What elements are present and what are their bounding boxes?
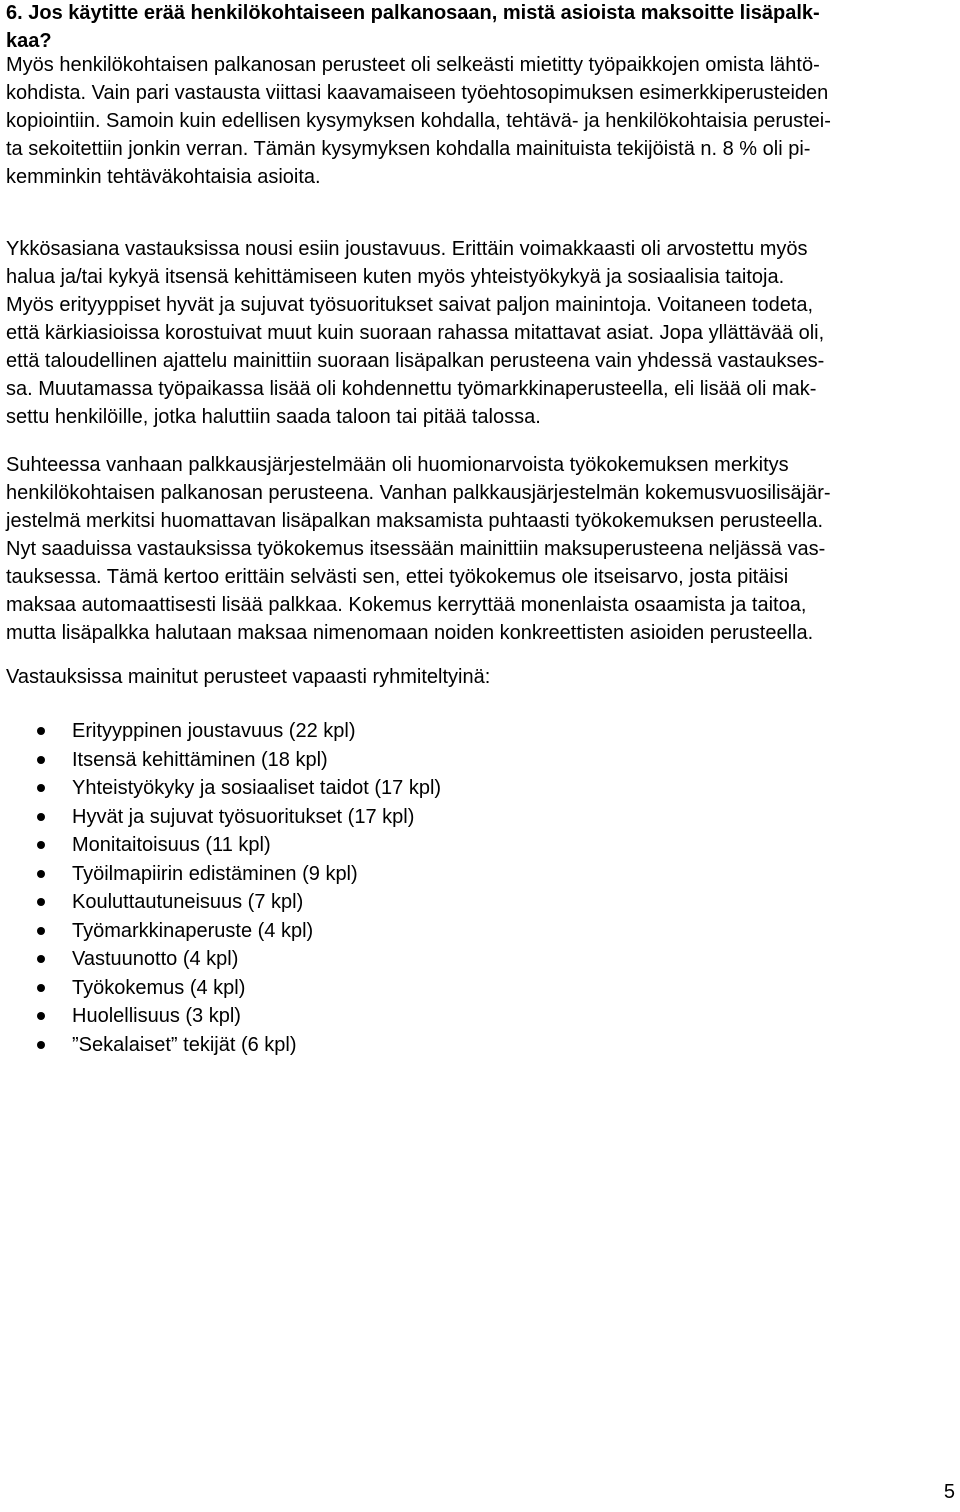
list-item-text: Huolellisuus (3 kpl)	[72, 1005, 241, 1027]
bullet-icon	[37, 870, 45, 878]
paragraph-3	[6, 451, 831, 647]
paragraph-line: jestelmä merkitsi huomattavan lisäpalkan maksamista puhtaasti työkokemuksen perusteella.	[6, 510, 824, 532]
list-item-text: Monitaitoisuus (11 kpl)	[72, 834, 271, 856]
list-item-text: Yhteistyökyky ja sosiaaliset taidot (17 kpl)	[72, 777, 442, 799]
list-item-text: Hyvät ja sujuvat työsuoritukset (17 kpl)	[72, 805, 415, 828]
paragraph-line: Suhteessa vanhaan palkkausjärjestelmään oli huomionarvoista työkokemuksen merkitys	[6, 454, 789, 476]
heading-line: kaa?	[6, 30, 52, 52]
paragraph-line: Myös henkilökohtaisen palkanosan perusteet oli selkeästi mietitty työpaikkojen omista lähtö-	[6, 54, 820, 76]
paragraph-line: settu henkilöille, jotka haluttiin saada taloon tai pitää talossa.	[6, 406, 541, 428]
paragraph-line: mutta lisäpalkka halutaan maksaa nimenomaan noiden konkreettisten asioiden perusteella.	[6, 622, 814, 644]
list-item-text: Erityyppinen joustavuus (22 kpl)	[72, 720, 356, 742]
paragraph-line: että taloudellinen ajattelu mainittiin suoraan lisäpalkan perusteena vain yhdessä vastaukses-	[6, 350, 825, 372]
paragraph-line: sa. Muutamassa työpaikassa lisää oli kohdennettu työmarkkinaperusteella, eli lisää oli mak-	[6, 378, 817, 400]
question-heading	[6, 0, 820, 55]
bullet-icon	[37, 727, 45, 735]
paragraph-line: ta sekoitettiin jonkin verran. Tämän kysymyksen kohdalla mainituista tekijöistä n. 8 % oli pi-	[6, 138, 811, 160]
paragraph-line: että kärkiasioissa korostuivat muut kuin suoraan rahassa mitattavat asiat. Jopa yllättävää oli,	[6, 322, 825, 344]
paragraph-line: Ykkösasiana vastauksissa nousi esiin joustavuus. Erittäin voimakkaasti oli arvostettu myös	[6, 238, 808, 260]
paragraph-line: kohdista. Vain pari vastausta viittasi kaavamaiseen työehtosopimuksen esimerkkiperusteiden	[6, 82, 829, 104]
list-item-text: ”Sekalaiset” tekijät (6 kpl)	[72, 1033, 297, 1056]
paragraph-line: Nyt saaduissa vastauksissa työkokemus itsessään mainittiin maksuperusteena neljässä vas-	[6, 538, 826, 560]
list-item-text: Työilmapiirin edistäminen (9 kpl)	[72, 862, 358, 885]
list-intro	[6, 663, 490, 691]
bullet-icon	[37, 984, 45, 992]
list-item-text: Työkokemus (4 kpl)	[72, 976, 246, 999]
bullet-icon	[37, 927, 45, 935]
paragraph-line: halua ja/tai kykyä itsensä kehittämiseen kuten myös yhteistyökykyä ja sosiaalisia taitoja.	[6, 266, 785, 288]
paragraph-line: maksaa automaattisesti lisää palkkaa. Kokemus kerryttää monenlaista osaamista ja taitoa,	[6, 594, 807, 616]
page-number: 5	[943, 1481, 955, 1503]
paragraph-line: tauksessa. Tämä kertoo erittäin selvästi sen, ettei työkokemus ole itseisarvo, josta pitäisi	[6, 566, 789, 588]
list-item-text: Itsensä kehittäminen (18 kpl)	[72, 748, 328, 771]
paragraph-line: henkilökohtaisen palkanosan perusteena. Vanhan palkkausjärjestelmän kokemusvuosilisäjär-	[6, 482, 831, 504]
bullet-icon	[37, 1012, 45, 1020]
paragraph-2	[6, 235, 824, 431]
paragraph-1	[6, 51, 831, 191]
bullet-icon	[37, 813, 45, 821]
bullet-icon	[37, 841, 45, 849]
list-item-text: Kouluttautuneisuus (7 kpl)	[72, 891, 304, 913]
bullet-icon	[37, 955, 45, 963]
bullet-icon	[37, 756, 45, 764]
paragraph-line: kopiointiin. Samoin kuin edellisen kysymyksen kohdalla, tehtävä- ja henkilökohtaisia perustei-	[6, 110, 831, 132]
paragraph-line: Vastauksissa mainitut perusteet vapaasti ryhmiteltyinä:	[6, 666, 491, 688]
bullet-icon	[37, 898, 45, 906]
heading-line: 6. Jos käytitte erää henkilökohtaiseen palkanosaan, mistä asioista maksoitte lisäpalk-	[6, 2, 820, 24]
paragraph-line: kemminkin tehtäväkohtaisia asioita.	[6, 166, 321, 188]
paragraph-line: Myös erityyppiset hyvät ja sujuvat työsuoritukset saivat paljon mainintoja. Voitaneen todeta,	[6, 294, 814, 316]
bullet-icon	[37, 1041, 45, 1049]
bullet-icon	[37, 784, 45, 792]
list-item-text: Vastuunotto (4 kpl)	[72, 948, 239, 970]
list-item-text: Työmarkkinaperuste (4 kpl)	[72, 919, 314, 942]
